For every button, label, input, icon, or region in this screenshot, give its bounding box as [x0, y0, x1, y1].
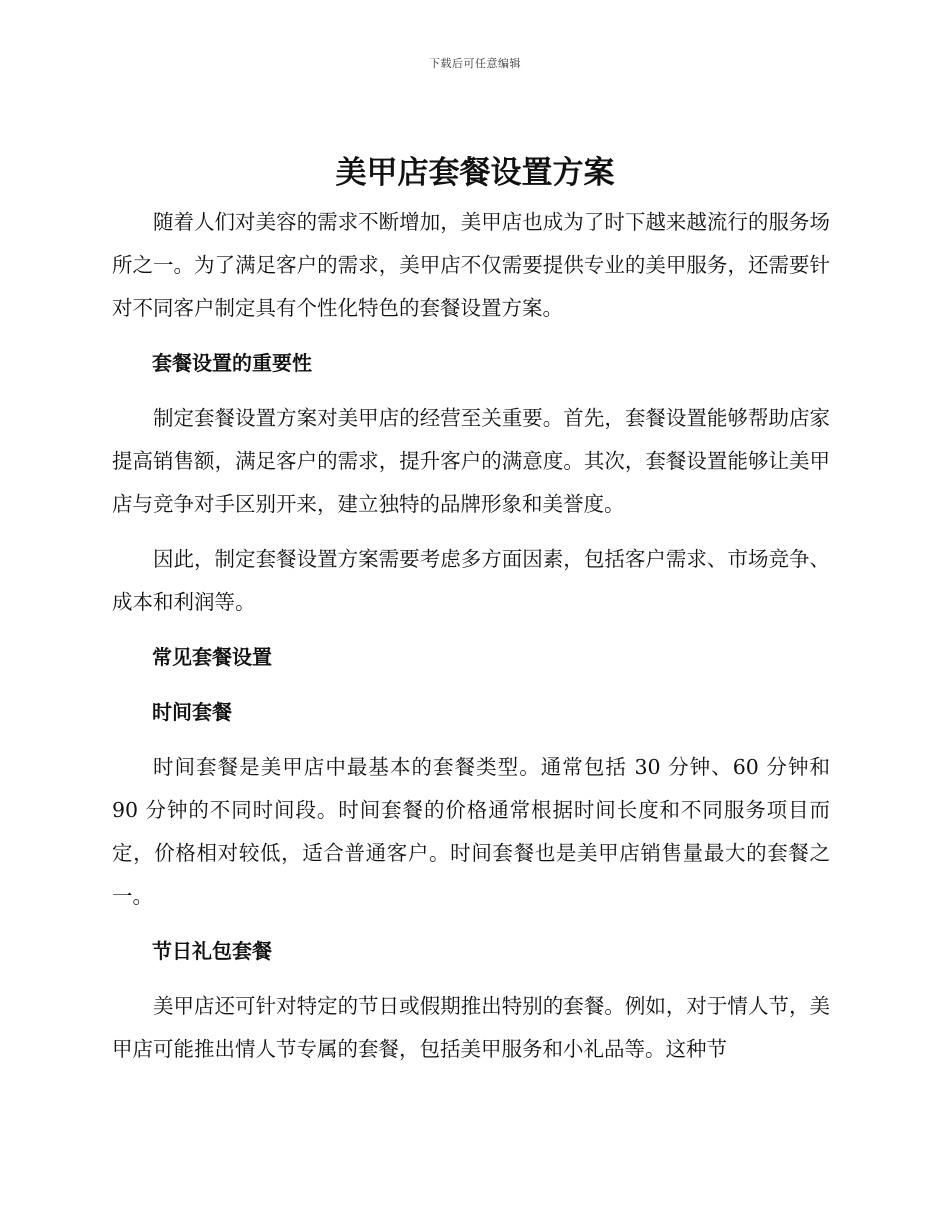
- document-body: [112, 201, 830, 1083]
- time-package-paragraph: 时间套餐是美甲店中最基本的套餐类型。通常包括 30 分钟、60 分钟和 90 分钟的不同时间段。时间套餐的价格通常根据时间长度和不同服务项目而定，价格相对较低，适合普通客户。时间套餐也是美甲店销售量最大的套餐之一。: [112, 755, 830, 908]
- subsection-heading-holiday-package: 节日礼包套餐: [152, 939, 272, 963]
- section-heading-importance: 套餐设置的重要性: [152, 351, 312, 375]
- factors-paragraph: 因此，制定套餐设置方案需要考虑多方面因素，包括客户需求、市场竞争、成本和利润等。: [112, 547, 830, 614]
- section-heading-common-packages: 常见套餐设置: [152, 645, 272, 669]
- holiday-package-paragraph: 美甲店还可针对特定的节日或假期推出特别的套餐。例如，对于情人节，美甲店可能推出情人节专属的套餐，包括美甲服务和小礼品等。这种节: [112, 994, 830, 1061]
- header-note: 下载后可任意编辑: [429, 57, 521, 70]
- subsection-heading-time-package: 时间套餐: [152, 700, 232, 724]
- intro-paragraph: 随着人们对美容的需求不断增加，美甲店也成为了时下越来越流行的服务场所之一。为了满足客户的需求，美甲店不仅需要提供专业的美甲服务，还需要针对不同客户制定具有个性化特色的套餐设置方案。: [112, 210, 830, 320]
- importance-paragraph: 制定套餐设置方案对美甲店的经营至关重要。首先，套餐设置能够帮助店家提高销售额，满足客户的需求，提升客户的满意度。其次，套餐设置能够让美甲店与竞争对手区别开来，建立独特的品牌形象和美誉度。: [112, 406, 830, 516]
- page-title: 美甲店套餐设置方案: [335, 155, 615, 191]
